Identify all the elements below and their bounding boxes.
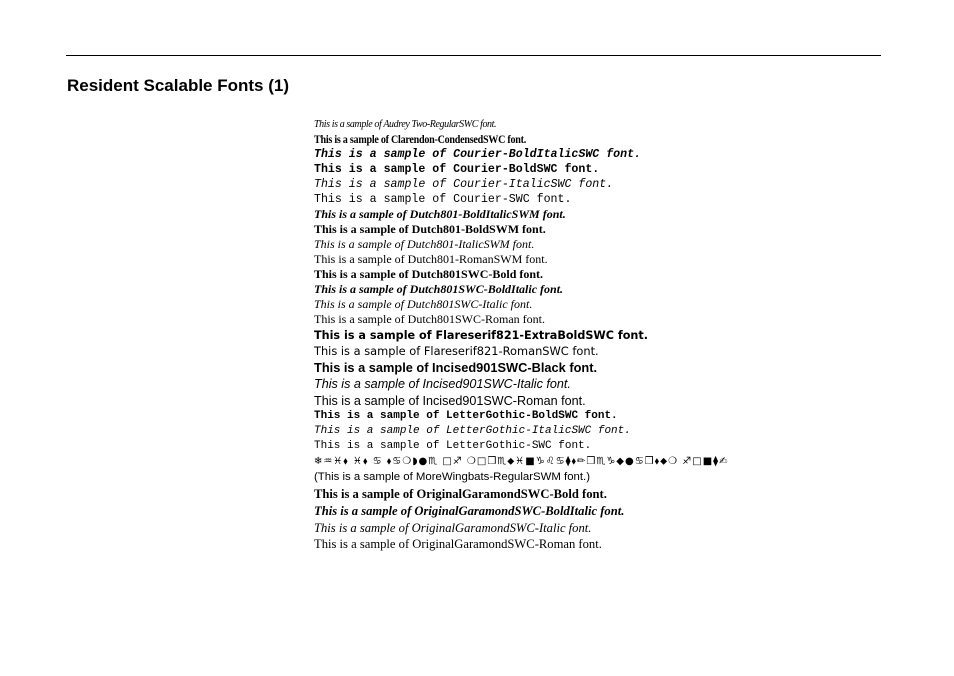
sample-flareserif821-extrabold: This is a sample of Flareserif821-ExtraBoldSWC font. [314,329,648,342]
sample-flareserif821-roman: This is a sample of Flareserif821-RomanSWC font. [314,344,599,358]
sample-lettergothic: This is a sample of LetterGothic-SWC font. [314,440,592,452]
sample-dutch801-bold: This is a sample of Dutch801SWC-Bold font. [314,267,544,281]
sample-clarendon-condensed: This is a sample of Clarendon-CondensedSWC font. [314,132,527,146]
sample-dutch801-roman-swm: This is a sample of Dutch801-RomanSWM font. [314,252,548,266]
page-title: Resident Scalable Fonts (1) [67,76,289,95]
sample-incised901-black: This is a sample of Incised901SWC-Black font. [314,360,598,375]
sample-dutch801-roman: This is a sample of Dutch801SWC-Roman font. [314,312,545,326]
sample-morewingbats-caption: (This is a sample of MoreWingbats-RegularSWM font.) [314,471,590,483]
top-rule [66,55,881,56]
sample-originalgaramond-bold-italic: This is a sample of OriginalGaramondSWC-BoldItalic font. [314,504,625,518]
sample-courier-bold-italic: This is a sample of Courier-BoldItalicSWC font. [314,148,641,161]
sample-originalgaramond-italic: This is a sample of OriginalGaramondSWC-Italic font. [314,521,592,535]
sample-audrey-two-regular: This is a sample of Audrey Two-RegularSWC font. [314,119,497,130]
sample-dutch801-bold-italic: This is a sample of Dutch801SWC-BoldItalic font. [314,282,564,296]
sample-originalgaramond-bold: This is a sample of OriginalGaramondSWC-Bold font. [314,487,607,501]
sample-dutch801-italic-swm: This is a sample of Dutch801-ItalicSWM font. [314,237,535,251]
sample-morewingbats-glyphs: ❄♒♓⬧ ♓⬧ ♋ ⬧♋❍◗●♏ □♐ ❍□❒♏⬥♓■♑♌♋⧫⬧✏❒♏♑◆●♋❒⬧⬥❍ ♐□■⧫✍ [314,456,729,467]
sample-courier-bold: This is a sample of Courier-BoldSWC font. [314,163,600,176]
sample-courier-italic: This is a sample of Courier-ItalicSWC font. [314,178,614,191]
sample-incised901-roman: This is a sample of Incised901SWC-Roman font. [314,394,586,408]
sample-dutch801-bold-swm: This is a sample of Dutch801-BoldSWM font. [314,222,546,236]
sample-incised901-italic: This is a sample of Incised901SWC-Italic font. [314,377,571,391]
font-samples-list [314,117,874,553]
sample-courier: This is a sample of Courier-SWC font. [314,193,572,206]
sample-dutch801-bold-italic-swm: This is a sample of Dutch801-BoldItalicSWM font. [314,207,566,221]
sample-lettergothic-italic: This is a sample of LetterGothic-ItalicSWC font. [314,425,631,437]
sample-originalgaramond-roman: This is a sample of OriginalGaramondSWC-Roman font. [314,537,602,551]
sample-dutch801-italic: This is a sample of Dutch801SWC-Italic font. [314,297,533,311]
sample-lettergothic-bold: This is a sample of LetterGothic-BoldSWC font. [314,410,618,422]
